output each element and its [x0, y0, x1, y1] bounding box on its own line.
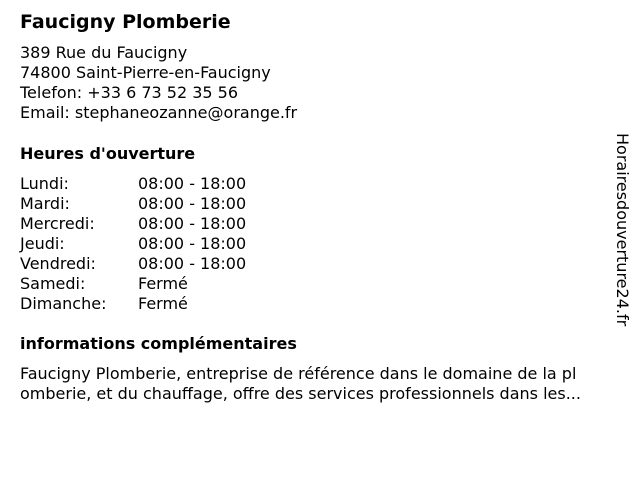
- hours-row-jeudi: [20, 234, 320, 254]
- hours-table: [20, 174, 320, 314]
- hours-time: 08:00 - 18:00: [138, 194, 247, 213]
- hours-time: Fermé: [138, 274, 188, 293]
- info-heading: informations complémentaires: [20, 334, 297, 353]
- phone-line: Telefon: +33 6 73 52 35 56: [20, 83, 239, 102]
- hours-row-mercredi: [20, 214, 320, 234]
- hours-row-samedi: [20, 274, 320, 294]
- address-city: 74800 Saint-Pierre-en-Faucigny: [20, 63, 271, 82]
- hours-time: 08:00 - 18:00: [138, 174, 247, 193]
- hours-row-lundi: [20, 174, 320, 194]
- hours-heading: Heures d'ouverture: [20, 144, 196, 163]
- hours-row-vendredi: [20, 254, 320, 274]
- email-line: Email: stephaneozanne@orange.fr: [20, 103, 298, 122]
- address-block: [20, 43, 297, 123]
- site-watermark: Horairesdouverture24.fr: [613, 133, 632, 327]
- hours-day: Vendredi:: [20, 254, 96, 273]
- address-street: 389 Rue du Faucigny: [20, 43, 188, 62]
- hours-time: 08:00 - 18:00: [138, 234, 247, 253]
- description-line-2: omberie, et du chauffage, offre des services professionnels dans les...: [20, 384, 581, 403]
- business-name: Faucigny Plomberie: [20, 11, 231, 33]
- hours-day: Dimanche:: [20, 294, 107, 313]
- hours-day: Mercredi:: [20, 214, 95, 233]
- hours-row-dimanche: [20, 294, 320, 314]
- hours-day: Mardi:: [20, 194, 70, 213]
- hours-time: 08:00 - 18:00: [138, 214, 247, 233]
- hours-time: Fermé: [138, 294, 188, 313]
- hours-row-mardi: [20, 194, 320, 214]
- hours-time: 08:00 - 18:00: [138, 254, 247, 273]
- hours-day: Lundi:: [20, 174, 69, 193]
- description-text: [20, 364, 632, 404]
- description-line-1: Faucigny Plomberie, entreprise de référence dans le domaine de la pl: [20, 364, 577, 383]
- hours-day: Samedi:: [20, 274, 86, 293]
- hours-day: Jeudi:: [20, 234, 65, 253]
